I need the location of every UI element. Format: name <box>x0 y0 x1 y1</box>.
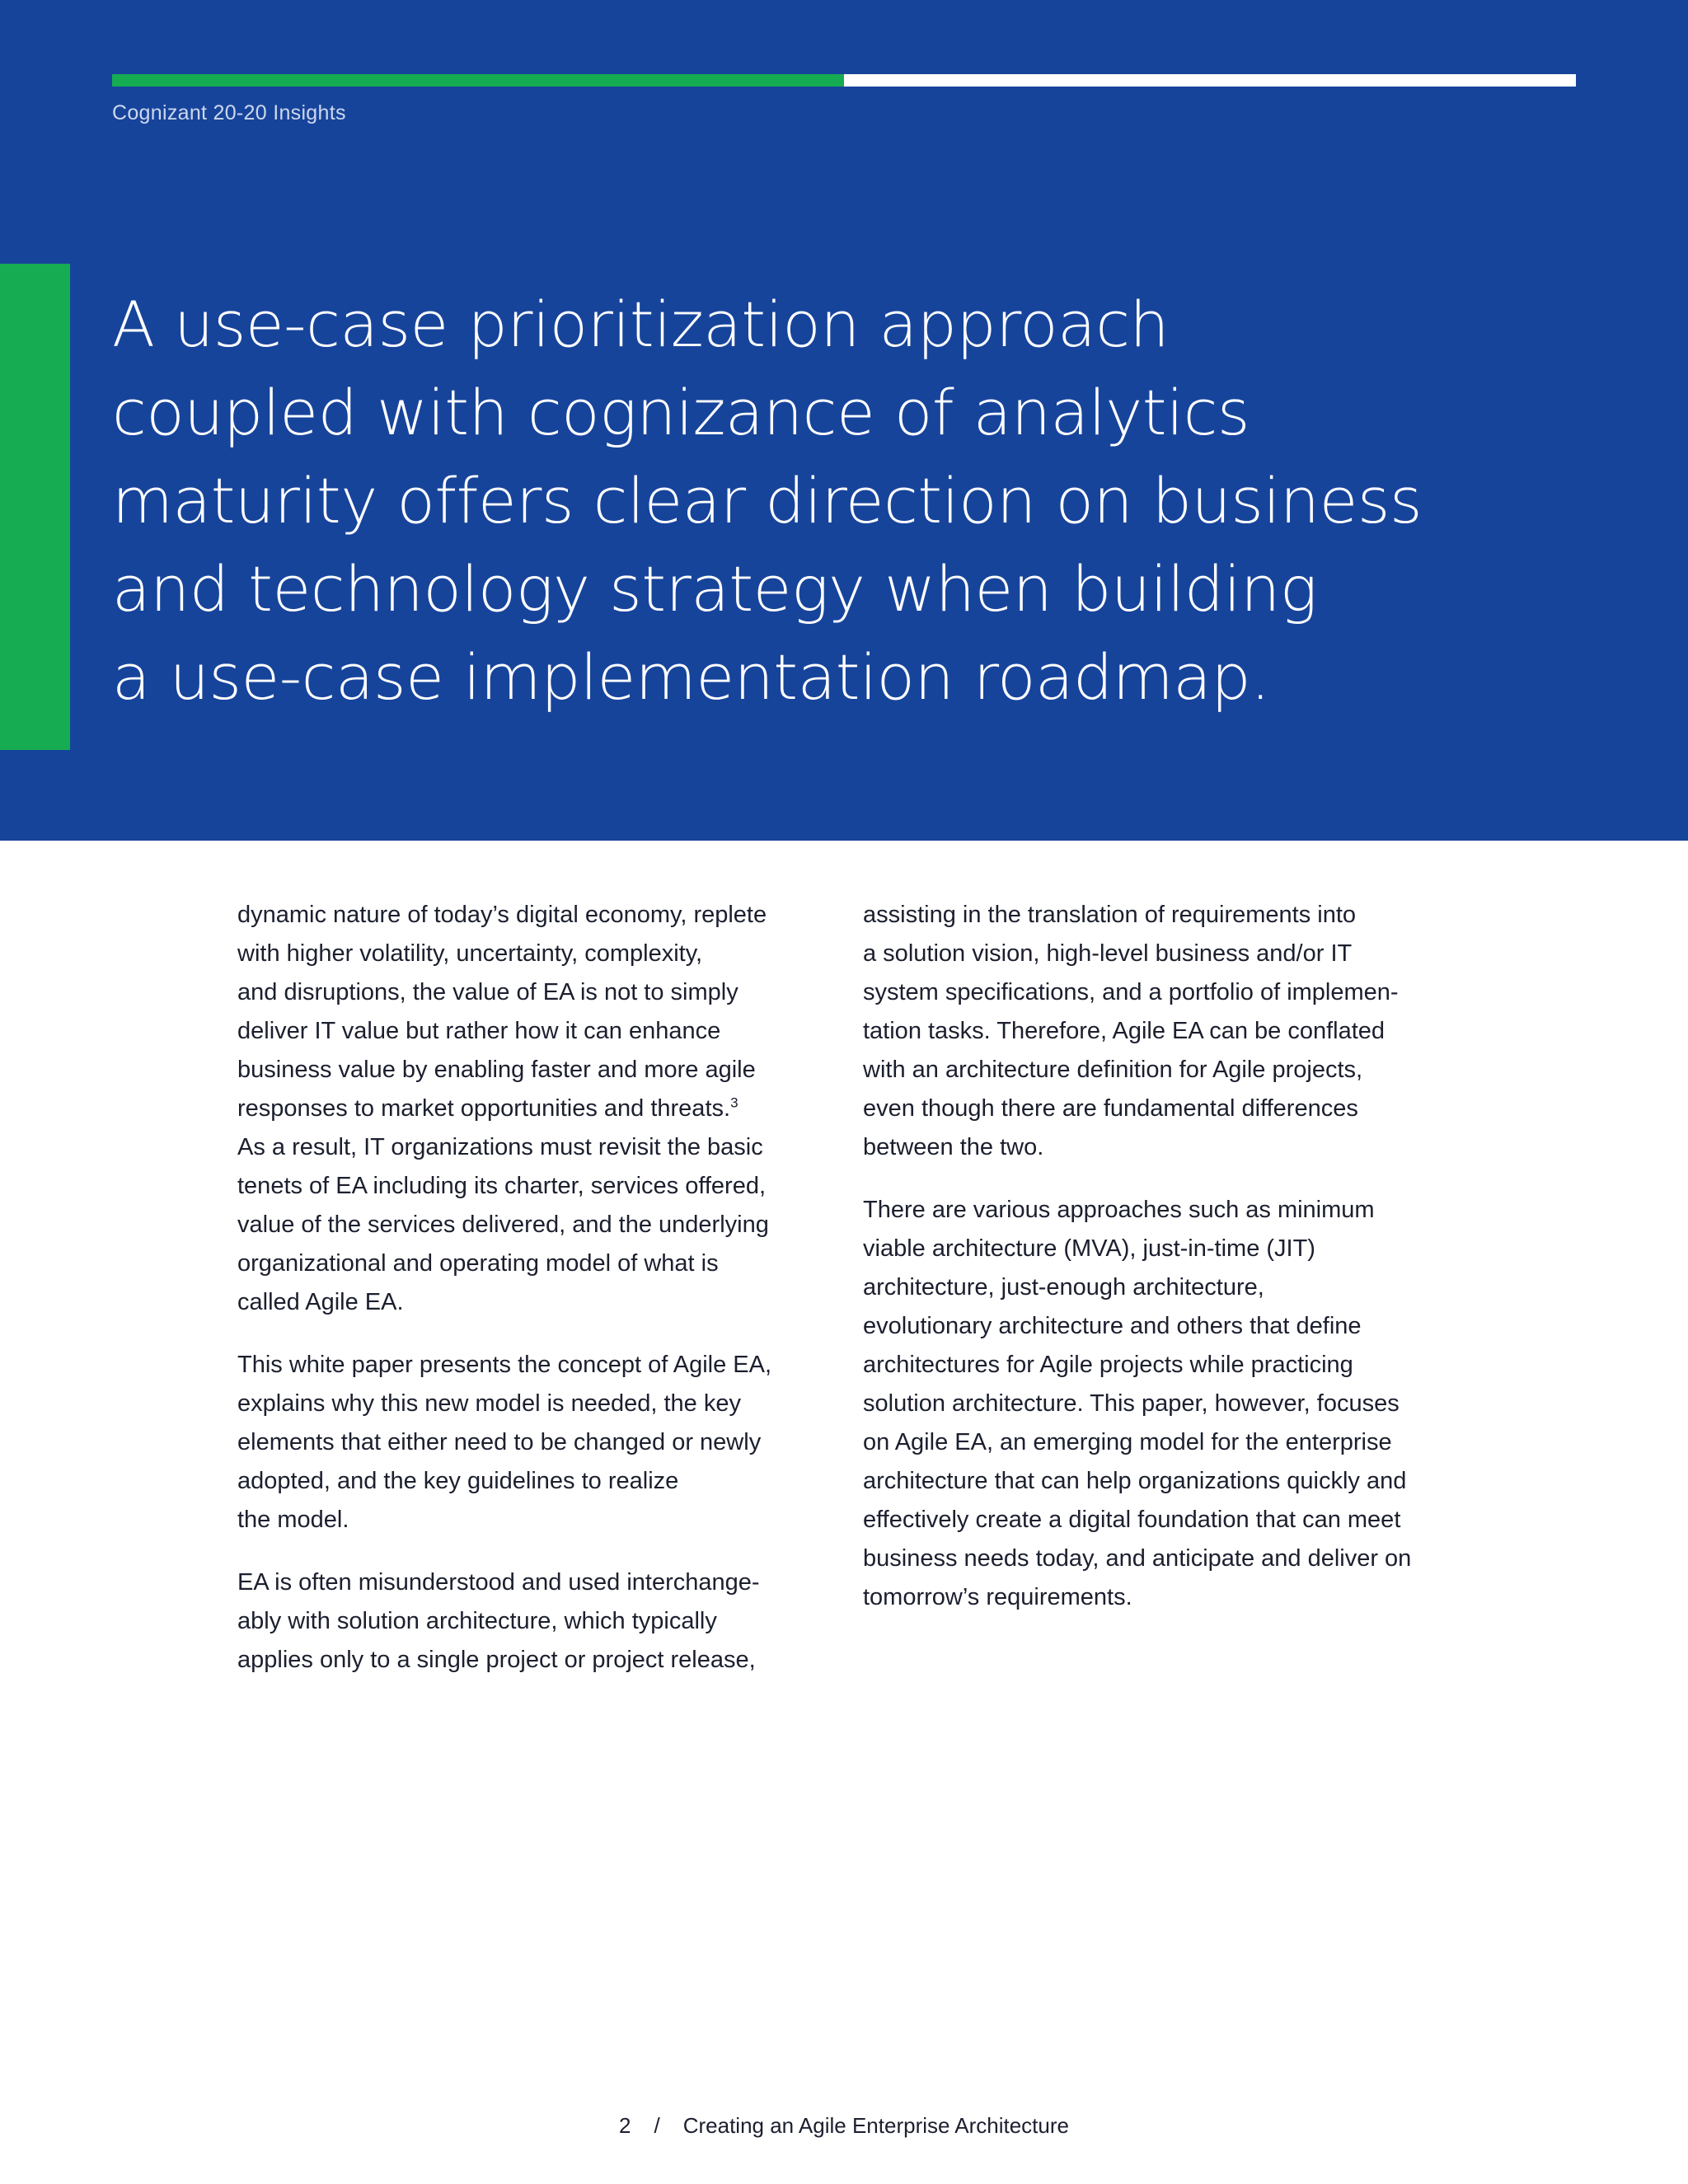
paragraph: There are various approaches such as minimum viable architecture (MVA), just-in-time (JIT) architecture, just-enough architecture, evolutionary architecture and others that define architectures for Agile projects while practicing solution architecture. This paper, however, focuses on Agile EA, an emerging model for the enterprise architecture that can help organizations quickly and effectively create a digital foundation that can meet business needs today, and anticipate and deliver on tomorrow’s requirements. <box>863 1197 1412 1610</box>
paragraph-text: dynamic nature of today’s digital economy, replete with higher volatility, uncertainty, complexity, and disruptions, the value of EA is not to simply deliver IT value but rather how it can enhance business value by enabling faster and more agile responses to market opportunities and threats. <box>237 902 767 1122</box>
pull-quote-headline: A use-case prioritization approach coupled with cognizance of analytics maturity offers clear direction on business and technology strategy when building a use-case implementation roadmap. <box>112 288 1423 714</box>
footnote-marker[interactable]: 3 <box>730 1094 738 1111</box>
page-number: 2 <box>619 2113 631 2138</box>
header-banner <box>0 0 1688 841</box>
green-accent-bar <box>0 264 70 750</box>
white-rule <box>844 74 1576 87</box>
green-rule <box>112 74 844 87</box>
left-column <box>237 896 814 1704</box>
page-footer <box>0 2111 1688 2139</box>
footer-separator: / <box>654 2113 660 2138</box>
paragraph: EA is often misunderstood and used interchange- ably with solution architecture, which typically applies only to a single project or project release, <box>237 1569 760 1673</box>
paragraph <box>237 896 814 1322</box>
paragraph: assisting in the translation of requirements into a solution vision, high-level business and/or IT system specifications, and a portfolio of implemen- tation tasks. Therefore, Agile EA can be conflated with an architecture definition for Agile projects, even though there are fundamental differences between the two. <box>863 902 1399 1160</box>
right-column <box>863 896 1440 1641</box>
document-title: Creating an Agile Enterprise Architecture <box>682 2113 1069 2138</box>
paragraph-text: As a result, IT organizations must revisit the basic tenets of EA including its charter, services offered, value of the services delivered, and the underlying organizational and operating model of what is called Agile EA. <box>237 1134 769 1315</box>
publication-name: Cognizant 20-20 Insights <box>112 101 346 124</box>
paragraph: This white paper presents the concept of Agile EA, explains why this new model is needed, the key elements that either need to be changed or newly adopted, and the key guidelines to realize the model. <box>237 1352 772 1533</box>
